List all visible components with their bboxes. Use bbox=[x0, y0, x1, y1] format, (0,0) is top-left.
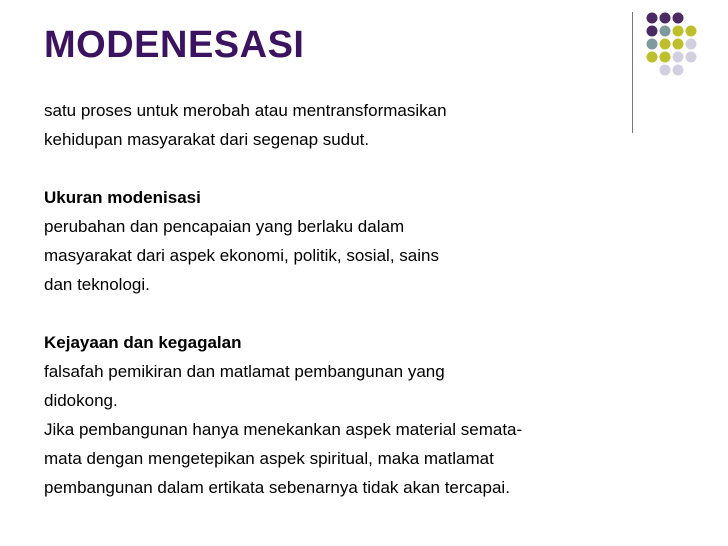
decorative-dot bbox=[673, 13, 684, 24]
section-line: didokong. bbox=[44, 391, 118, 410]
section-line: dan teknologi. bbox=[44, 275, 150, 294]
decorative-dot bbox=[660, 52, 671, 63]
decorative-dot bbox=[647, 52, 658, 63]
section-heading-ukuran: Ukuran modenisasi bbox=[44, 188, 201, 207]
slide-body bbox=[44, 96, 684, 502]
section-heading-kejayaan: Kejayaan dan kegagalan bbox=[44, 333, 242, 352]
section-line: masyarakat dari aspek ekonomi, politik, sosial, sains bbox=[44, 246, 439, 265]
decorative-dot bbox=[686, 52, 697, 63]
intro-line: satu proses untuk merobah atau mentransformasikan bbox=[44, 101, 447, 120]
decorative-dot bbox=[647, 39, 658, 50]
slide-title: MODENESASI bbox=[44, 24, 305, 66]
decorative-dot bbox=[647, 26, 658, 37]
decorative-dot bbox=[686, 26, 697, 37]
section-line: pembangunan dalam ertikata sebenarnya tidak akan tercapai. bbox=[44, 478, 510, 497]
decorative-dot bbox=[647, 13, 658, 24]
decorative-dot bbox=[673, 52, 684, 63]
decorative-dot bbox=[673, 39, 684, 50]
decorative-dot bbox=[660, 26, 671, 37]
section-line: falsafah pemikiran dan matlamat pembangunan yang bbox=[44, 362, 445, 381]
section-line: mata dengan mengetepikan aspek spiritual, maka matlamat bbox=[44, 449, 494, 468]
spacer bbox=[44, 299, 684, 328]
decorative-dot bbox=[660, 13, 671, 24]
intro-line: kehidupan masyarakat dari segenap sudut. bbox=[44, 130, 370, 149]
spacer bbox=[44, 154, 684, 183]
section-line: perubahan dan pencapaian yang berlaku dalam bbox=[44, 217, 405, 236]
decorative-dot bbox=[660, 39, 671, 50]
decorative-dot bbox=[660, 65, 671, 76]
decorative-dot bbox=[673, 65, 684, 76]
section-line: Jika pembangunan hanya menekankan aspek material semata- bbox=[44, 420, 523, 439]
decorative-dot bbox=[673, 26, 684, 37]
decorative-dot bbox=[686, 39, 697, 50]
